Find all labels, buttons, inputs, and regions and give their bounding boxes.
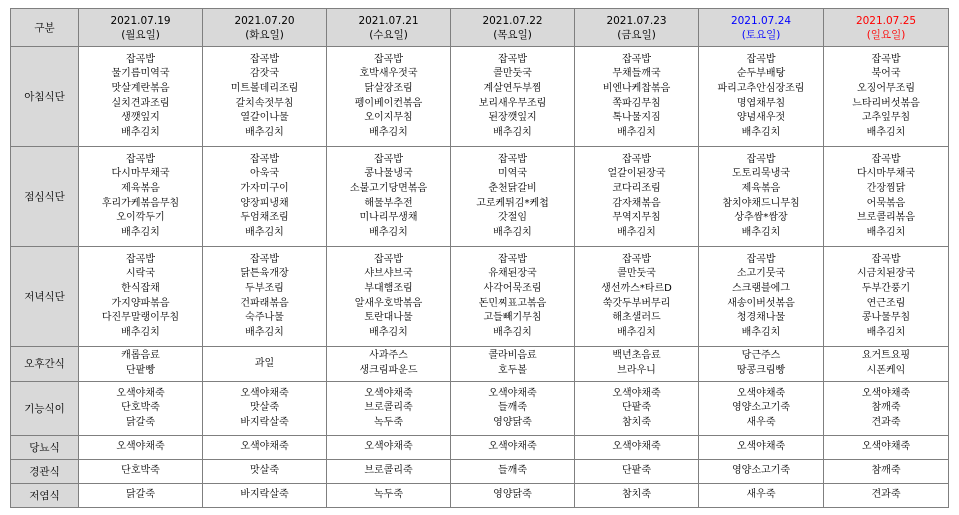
menu-item: 배추김치 — [121, 126, 160, 138]
menu-item: 새우죽 — [746, 489, 776, 501]
menu-item: 소불고기당면볶음 — [349, 182, 428, 194]
menu-item: 어묵볶음 — [866, 197, 906, 209]
menu-item: 명엽채무침 — [736, 97, 786, 109]
day-weekday: (화요일) — [245, 28, 284, 41]
menu-item: 배추김치 — [617, 326, 656, 338]
menu-item: 영양소고기죽 — [732, 402, 790, 414]
menu-item: 잡곡밥 — [374, 53, 403, 65]
menu-item: 배추김치 — [866, 326, 906, 338]
menu-item: 배추김치 — [741, 226, 781, 238]
menu-item: 한식잡채 — [121, 282, 160, 294]
menu-item: 바지락살죽 — [240, 489, 289, 501]
menu-item: 영양닭죽 — [493, 416, 532, 428]
menu-item: 오색야채죽 — [488, 441, 537, 453]
menu-item: 돈민찌표고볶음 — [478, 297, 547, 309]
menu-item: 양장피냉채 — [240, 197, 289, 209]
menu-item: 참깨죽 — [871, 465, 901, 477]
menu-item: 잡곡밥 — [622, 53, 651, 65]
row-category-label: 저녁식단 — [11, 247, 79, 347]
menu-item: 닭살장조림 — [364, 82, 413, 94]
menu-cell — [79, 436, 203, 460]
menu-item: 참치야채드니무침 — [722, 197, 800, 209]
menu-item: 배추김치 — [741, 326, 781, 338]
menu-item: 콩나물무침 — [861, 312, 911, 324]
menu-item: 잡곡밥 — [126, 253, 155, 265]
menu-item: 잡곡밥 — [498, 153, 527, 165]
menu-item: 닭갈죽 — [126, 416, 155, 428]
menu-item: 무채들깨국 — [612, 68, 661, 80]
menu-cell — [451, 347, 575, 382]
menu-item: 잡곡밥 — [498, 253, 527, 265]
menu-item: 잡곡밥 — [871, 153, 901, 165]
row-category-label: 경관식 — [11, 460, 79, 484]
menu-item: 요거트요핑 — [861, 350, 911, 362]
menu-cell — [575, 484, 699, 508]
menu-item: 참치죽 — [622, 489, 651, 501]
menu-item: 파리고추안심장조림 — [717, 82, 805, 94]
menu-item: 호박새우젓국 — [359, 68, 418, 80]
row-dinner — [11, 247, 949, 347]
day-weekday: (일요일) — [866, 28, 906, 41]
menu-item: 생선까스*타르D — [601, 282, 672, 294]
menu-item: 물기름미역국 — [111, 68, 170, 80]
menu-item: 단팥죽 — [622, 402, 651, 414]
menu-item: 단호박죽 — [121, 465, 160, 477]
day-weekday: (금요일) — [617, 28, 656, 41]
menu-item: 잡곡밥 — [126, 53, 155, 65]
menu-item: 토란대나물 — [364, 312, 413, 324]
menu-cell — [824, 347, 949, 382]
menu-item: 생크림파운드 — [359, 365, 418, 376]
menu-item: 맛살계란볶음 — [111, 82, 170, 94]
menu-item: 쑥갓두부버무리 — [602, 297, 671, 309]
row-category-label: 아침식단 — [11, 47, 79, 147]
menu-item: 배추김치 — [121, 326, 160, 338]
menu-cell — [575, 460, 699, 484]
day-date: 2021.07.19 — [110, 14, 171, 27]
menu-cell — [699, 460, 824, 484]
menu-item: 갓절임 — [498, 212, 527, 224]
menu-cell — [203, 484, 327, 508]
menu-item: 미나리무생채 — [359, 212, 418, 224]
menu-cell — [327, 484, 451, 508]
menu-item: 숙주나물 — [245, 312, 284, 324]
menu-item: 오색야채죽 — [116, 387, 165, 399]
menu-cell — [327, 382, 451, 436]
row-category-label: 저염식 — [11, 484, 79, 508]
menu-item: 오색야채죽 — [736, 387, 786, 399]
menu-cell — [824, 484, 949, 508]
menu-cell — [79, 484, 203, 508]
menu-item: 오색야채죽 — [736, 441, 786, 453]
row-breakfast — [11, 47, 949, 147]
day-date: 2021.07.25 — [855, 14, 917, 27]
row-afternoon-snack — [11, 347, 949, 382]
menu-item: 캐롭음료 — [121, 350, 160, 362]
menu-cell — [824, 147, 949, 247]
menu-item: 미트볼데리조림 — [230, 82, 299, 94]
menu-item: 백년초음료 — [612, 350, 661, 362]
menu-cell — [79, 382, 203, 436]
menu-item: 소고기뭇국 — [736, 268, 786, 280]
menu-item: 브로콜리볶음 — [857, 212, 915, 224]
day-header — [451, 9, 575, 47]
row-category-label: 점심식단 — [11, 147, 79, 247]
row-functional-diet — [11, 382, 949, 436]
menu-item: 연근조림 — [866, 297, 906, 309]
menu-item: 사과주스 — [369, 350, 408, 362]
menu-cell — [699, 147, 824, 247]
menu-item: 해초샐러드 — [612, 312, 661, 324]
menu-item: 오색야채죽 — [364, 387, 413, 399]
menu-item: 배추김치 — [493, 226, 532, 238]
menu-cell — [79, 147, 203, 247]
menu-item: 배추김치 — [617, 226, 656, 238]
row-lunch — [11, 147, 949, 247]
menu-item: 영양소고기죽 — [732, 465, 790, 477]
menu-item: 견과죽 — [871, 416, 901, 428]
day-header-sunday — [824, 9, 949, 47]
menu-cell — [451, 147, 575, 247]
menu-item: 단호박죽 — [121, 402, 160, 414]
menu-item: 배추김치 — [369, 226, 408, 238]
menu-item: 고들빼기무침 — [483, 312, 542, 324]
menu-item: 고추잎무침 — [861, 112, 911, 124]
menu-item: 펭이베이컨볶음 — [354, 97, 423, 109]
menu-cell — [327, 247, 451, 347]
menu-cell — [327, 460, 451, 484]
menu-item: 유채된장국 — [488, 268, 537, 280]
menu-item: 제육볶음 — [741, 182, 781, 194]
day-date: 2021.07.22 — [482, 14, 543, 27]
menu-item: 바지락살죽 — [240, 416, 289, 428]
menu-item: 들깨죽 — [498, 402, 527, 414]
menu-item: 샤브샤브국 — [364, 268, 413, 280]
menu-item: 된장깻잎지 — [488, 112, 537, 124]
menu-cell — [575, 436, 699, 460]
menu-item: 계살연두부찜 — [483, 82, 542, 94]
menu-item: 오색야채죽 — [861, 387, 911, 399]
menu-item: 오색야채죽 — [488, 387, 537, 399]
menu-item: 단팥빵 — [126, 365, 155, 376]
menu-item: 춘천닭갈비 — [488, 182, 537, 194]
menu-item: 오징어무조림 — [857, 82, 915, 94]
row-category-label: 당뇨식 — [11, 436, 79, 460]
day-header — [203, 9, 327, 47]
menu-item: 오색야채죽 — [364, 441, 413, 453]
menu-item: 무역지무침 — [612, 212, 661, 224]
menu-cell — [699, 247, 824, 347]
menu-item: 오색야채죽 — [861, 441, 911, 453]
menu-item: 배추김치 — [245, 126, 284, 138]
menu-item: 참치죽 — [622, 416, 651, 428]
menu-item: 다시마무채국 — [857, 168, 915, 180]
menu-item: 사각어묵조림 — [483, 282, 542, 294]
menu-item: 실치견과조림 — [111, 97, 170, 109]
menu-item: 잡곡밥 — [374, 153, 403, 165]
menu-item: 다시마무채국 — [111, 168, 170, 180]
menu-item: 견과죽 — [871, 489, 901, 501]
menu-cell — [203, 147, 327, 247]
menu-cell — [327, 47, 451, 147]
menu-item: 잡곡밥 — [871, 253, 901, 265]
menu-item: 배추김치 — [866, 126, 906, 138]
day-weekday: (수요일) — [369, 28, 408, 41]
menu-item: 브라우니 — [617, 365, 656, 376]
menu-cell — [451, 247, 575, 347]
menu-item: 단팥죽 — [622, 465, 651, 477]
menu-cell — [824, 382, 949, 436]
menu-cell — [79, 247, 203, 347]
menu-item: 시락국 — [126, 268, 155, 280]
menu-body — [11, 47, 949, 508]
menu-cell — [203, 436, 327, 460]
menu-cell — [203, 382, 327, 436]
menu-item: 잡곡밥 — [746, 153, 776, 165]
menu-item: 오색야채죽 — [240, 387, 289, 399]
menu-item: 과일 — [254, 357, 275, 369]
menu-cell — [203, 47, 327, 147]
menu-item: 잡곡밥 — [250, 253, 279, 265]
menu-item: 도토리묵냉국 — [732, 168, 790, 180]
category-header: 구분 — [11, 9, 79, 47]
menu-cell — [79, 347, 203, 382]
row-diabetic-diet — [11, 436, 949, 460]
menu-cell — [203, 347, 327, 382]
menu-item: 브로콜리죽 — [364, 465, 413, 477]
menu-item: 후리가케볶음무침 — [101, 197, 180, 209]
header-row — [11, 9, 949, 47]
menu-item: 잡곡밥 — [250, 153, 279, 165]
menu-item: 오색야채죽 — [612, 387, 661, 399]
menu-item: 오이지무침 — [364, 112, 413, 124]
menu-item: 배추김치 — [121, 226, 160, 238]
menu-item: 감잣국 — [250, 68, 279, 80]
row-low-sodium-diet — [11, 484, 949, 508]
menu-item: 오이깍두기 — [116, 212, 165, 224]
menu-item: 영양닭죽 — [493, 489, 532, 501]
menu-item: 오색야채죽 — [612, 441, 661, 453]
menu-cell — [327, 347, 451, 382]
menu-item: 상추쌈*쌈장 — [734, 212, 788, 224]
menu-cell — [824, 460, 949, 484]
menu-item: 열갈이나물 — [240, 112, 289, 124]
menu-cell — [824, 247, 949, 347]
menu-item: 녹두죽 — [374, 416, 403, 428]
menu-item: 콜라비음료 — [488, 350, 537, 362]
menu-item: 잡곡밥 — [746, 253, 776, 265]
menu-item: 배추김치 — [245, 226, 284, 238]
menu-item: 고로케튀김*케첩 — [476, 197, 549, 209]
menu-item: 간장찜닭 — [866, 182, 906, 194]
menu-cell — [575, 382, 699, 436]
menu-item: 스크램블에그 — [732, 282, 790, 294]
menu-cell — [451, 436, 575, 460]
menu-item: 느타리버섯볶음 — [852, 97, 920, 109]
row-category-label: 기능식이 — [11, 382, 79, 436]
menu-cell — [451, 382, 575, 436]
menu-item: 순두부배탕 — [736, 68, 786, 80]
menu-item: 오색야채죽 — [116, 441, 165, 453]
day-date: 2021.07.21 — [358, 14, 419, 27]
day-weekday: (월요일) — [121, 28, 160, 41]
menu-item: 호두볼 — [498, 365, 527, 376]
menu-item: 오색야채죽 — [240, 441, 289, 453]
menu-item: 배추김치 — [493, 126, 532, 138]
menu-item: 닭갈죽 — [126, 489, 155, 501]
menu-cell — [824, 436, 949, 460]
menu-item: 시폰케익 — [866, 365, 906, 376]
menu-item: 잡곡밥 — [374, 253, 403, 265]
menu-item: 갈치속젓무침 — [235, 97, 294, 109]
day-header — [327, 9, 451, 47]
menu-item: 보리새우무조림 — [478, 97, 547, 109]
day-date: 2021.07.24 — [730, 14, 792, 27]
day-header — [575, 9, 699, 47]
menu-item: 제육볶음 — [121, 182, 160, 194]
menu-cell — [699, 436, 824, 460]
menu-item: 가자미구이 — [240, 182, 289, 194]
menu-item: 코다리조림 — [612, 182, 661, 194]
menu-item: 배추김치 — [493, 326, 532, 338]
menu-item: 녹두죽 — [374, 489, 403, 501]
menu-item: 땅콩크림빵 — [736, 365, 786, 376]
menu-item: 쪽파김무침 — [612, 97, 661, 109]
menu-cell — [699, 484, 824, 508]
menu-item: 감자채볶음 — [612, 197, 661, 209]
menu-item: 잡곡밥 — [498, 53, 527, 65]
menu-item: 두엄채조림 — [240, 212, 289, 224]
menu-item: 잡곡밥 — [250, 53, 279, 65]
menu-item: 미역국 — [498, 168, 527, 180]
menu-item: 배추김치 — [617, 126, 656, 138]
menu-item: 청경채나물 — [736, 312, 786, 324]
menu-item: 다진무말랭이무침 — [101, 312, 180, 324]
day-date: 2021.07.23 — [606, 14, 667, 27]
menu-cell — [699, 47, 824, 147]
menu-item: 닭튼육개장 — [240, 268, 289, 280]
day-date: 2021.07.20 — [234, 14, 295, 27]
menu-item: 배추김치 — [369, 126, 408, 138]
menu-item: 잡곡밥 — [746, 53, 776, 65]
menu-item: 콜만둣국 — [493, 68, 532, 80]
menu-item: 맛살죽 — [250, 402, 279, 414]
menu-cell — [575, 247, 699, 347]
menu-item: 가지양파볶음 — [111, 297, 170, 309]
menu-item: 배추김치 — [866, 226, 906, 238]
menu-item: 콜만둣국 — [617, 268, 656, 280]
menu-cell — [699, 347, 824, 382]
menu-item: 부대햄조림 — [364, 282, 413, 294]
menu-item: 들깨죽 — [498, 465, 527, 477]
menu-item: 비엔나케찹볶음 — [602, 82, 671, 94]
menu-cell — [79, 460, 203, 484]
menu-cell — [327, 147, 451, 247]
menu-item: 얼갈이된장국 — [607, 168, 666, 180]
menu-item: 양념새우젓 — [736, 112, 786, 124]
menu-item: 배추김치 — [245, 326, 284, 338]
menu-cell — [824, 47, 949, 147]
menu-cell — [451, 47, 575, 147]
row-tube-feeding — [11, 460, 949, 484]
menu-item: 아욱국 — [250, 168, 279, 180]
menu-item: 참깨죽 — [871, 402, 901, 414]
menu-item: 건파래볶음 — [240, 297, 289, 309]
menu-item: 당근주스 — [741, 350, 781, 362]
menu-item: 두부조림 — [245, 282, 284, 294]
menu-item: 배추김치 — [369, 326, 408, 338]
day-header-saturday — [699, 9, 824, 47]
menu-item: 알새우호박볶음 — [354, 297, 423, 309]
day-header — [79, 9, 203, 47]
menu-item: 새우죽 — [746, 416, 776, 428]
menu-item: 맛살죽 — [250, 465, 279, 477]
day-weekday: (목요일) — [493, 28, 532, 41]
menu-item: 배추김치 — [741, 126, 781, 138]
menu-cell — [327, 436, 451, 460]
menu-cell — [203, 460, 327, 484]
menu-item: 톡나물지짐 — [612, 112, 661, 124]
menu-item: 콩나물냉국 — [364, 168, 413, 180]
menu-item: 브로콜리죽 — [364, 402, 413, 414]
menu-cell — [575, 347, 699, 382]
menu-cell — [699, 382, 824, 436]
menu-item: 새송이버섯볶음 — [727, 297, 795, 309]
menu-cell — [451, 484, 575, 508]
menu-item: 잡곡밥 — [622, 153, 651, 165]
day-weekday: (토요일) — [741, 28, 781, 41]
menu-cell — [575, 147, 699, 247]
menu-item: 두부간풍기 — [861, 282, 911, 294]
menu-cell — [203, 247, 327, 347]
menu-table — [10, 8, 949, 508]
row-category-label: 오후간식 — [11, 347, 79, 382]
menu-item: 시금치된장국 — [857, 268, 915, 280]
menu-item: 잡곡밥 — [622, 253, 651, 265]
menu-item: 잡곡밥 — [126, 153, 155, 165]
menu-item: 해물부추전 — [364, 197, 413, 209]
menu-cell — [451, 460, 575, 484]
weekly-menu — [10, 8, 949, 508]
menu-cell — [79, 47, 203, 147]
menu-item: 잡곡밥 — [871, 53, 901, 65]
menu-item: 생깻잎지 — [121, 112, 160, 124]
menu-item: 북어국 — [871, 68, 901, 80]
menu-cell — [575, 47, 699, 147]
